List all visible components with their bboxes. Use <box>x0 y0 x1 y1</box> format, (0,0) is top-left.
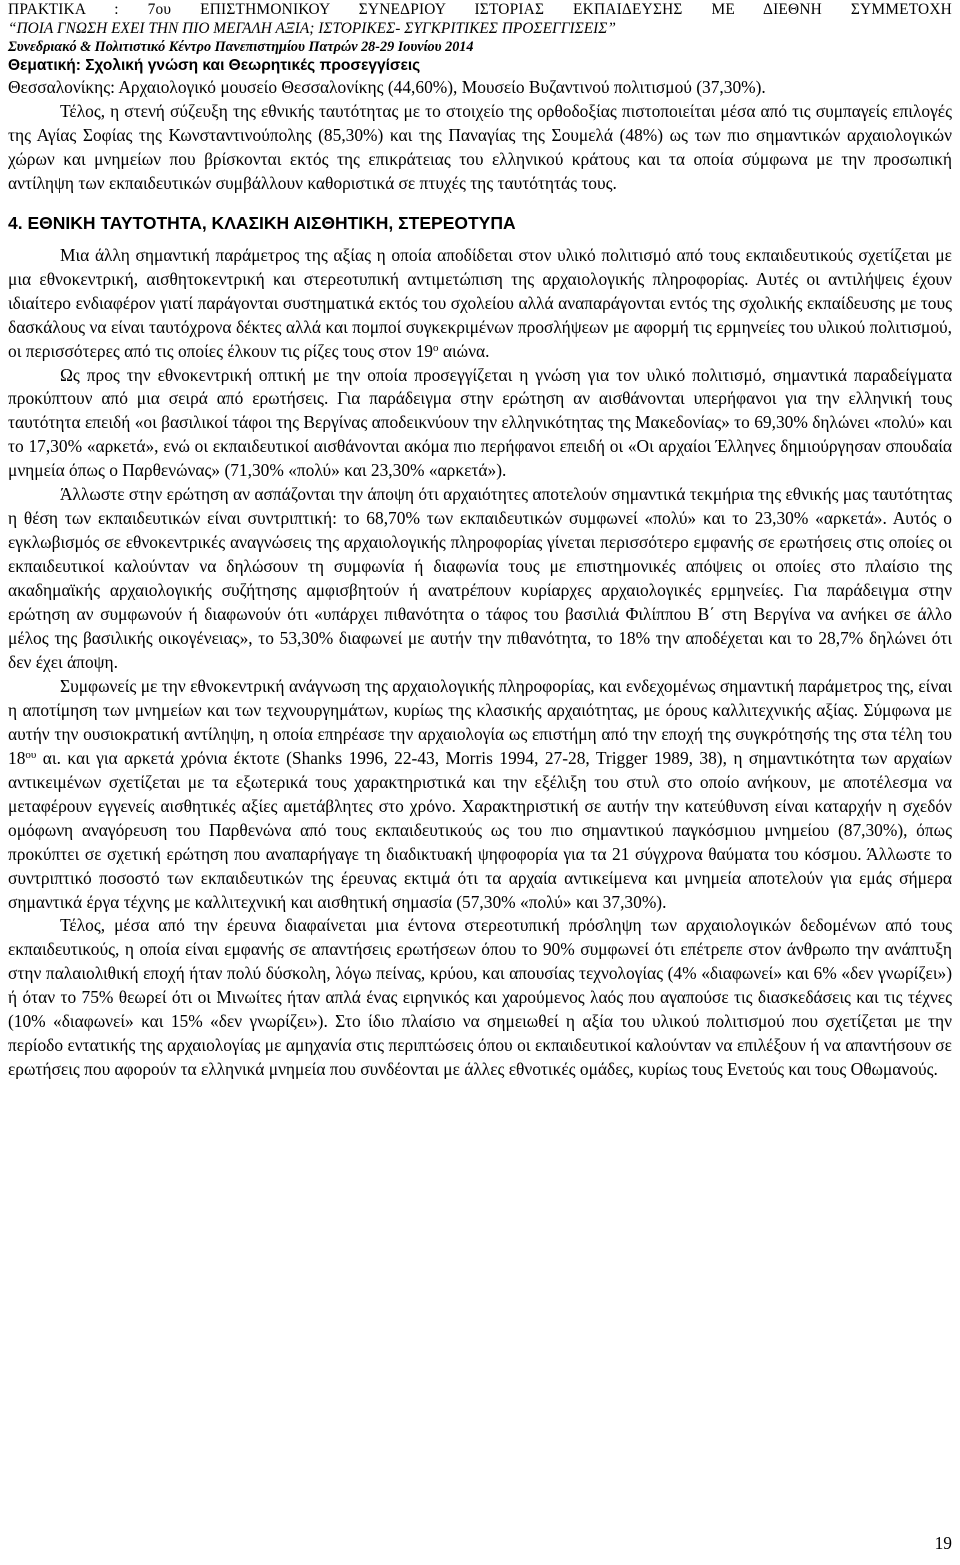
superscript: ου <box>25 748 37 761</box>
section-heading: 4. ΕΘΝΙΚΗ ΤΑΥΤΟΤΗΤΑ, ΚΛΑΣΙΚΗ ΑΙΣΘΗΤΙΚΗ, ΣΤΕΡΕΟΤΥΠΑ <box>8 212 516 233</box>
paragraph-continued: Θεσσαλονίκης: Αρχαιολογικό μουσείο Θεσσαλονίκης (44,60%), Μουσείο Βυζαντινού πολιτισμού (37,30%). <box>8 77 766 97</box>
paragraph: Τέλος, η στενή σύζευξη της εθνικής ταυτότητας με το στοιχείο της ορθοδοξίας πιστοποιείται μέσα από τις συμπαγείς επιλογές της Αγίας Σοφίας της Κωνσταντινούπολης (85,30%) και της Παναγίας της Σουμελά (48%) ως των πιο σημαντικών αρχαιολογικών χώρων και μνημείων που βρίσκονται εκτός της επικράτειας του ελληνικού κράτους και τα οποία σύμφωνα με την προσωπική αντίληψη των εκπαιδευτικών συμβάλλουν καθοριστικά σε πτυχές της ταυτότητάς τους. <box>8 100 952 193</box>
paragraph-text: αι. και για αρκετά χρόνια έκτοτε (Shanks 1996, 22-43, Morris 1994, 27-28, Trigger 1989, 38), η σημαντικότητα των αρχαίων αντικειμένων σχετίζεται με τα εξωτερικά τους χαρακτηριστικά και την εξέλιξη του στυλ στο οποίο ανήκουν, με αποτέλεσμα να μεταφέρουν εγγενείς αισθητικές αξίες αμετάβλητες στο χρόνο. Χαρακτηριστική σε αυτήν την κατεύθυνση είναι καταρχήν η σχεδόν ομόφωνη αναγόρευση του Παρθενώνα από τους εκπαιδευτικούς ως του πιο σημαντικού παγκόσμιου μνημείου (87,30%), όπως προκύπτει σε σχετική ερώτηση που αναπαρήγαγε τη διαδικτυακή ψηφοφορία για τα 21 σύγχρονα θαύματα του κόσμου. Άλλωστε το συντριπτικό ποσοστό των εκπαιδευτικών της έρευνας εκτιμά ότι τα αρχαία αντικείμενα και μνημεία αποτελούν για εμάς σήμερα σημαντικά έργα τέχνης με καλλιτεχνική και αισθητική σημασία (57,30% «πολύ» και 37,30%). <box>8 747 952 912</box>
header-proceedings-title: ΠΡΑΚΤΙΚΑ : 7ου ΕΠΙΣΤΗΜΟΝΙΚΟΥ ΣΥΝΕΔΡΙΟΥ ΙΣΤΟΡΙΑΣ ΕΚΠΑΙΔΕΥΣΗΣ ΜΕ ΔΙΕΘΝΗ ΣΥΜΜΕΤΟΧΗ <box>8 1 952 18</box>
paragraph: Άλλωστε στην ερώτηση αν ασπάζονται την άποψη ότι αρχαιότητες αποτελούν σημαντικά τεκμήρια της εθνικής μας ταυτότητας η θέση των εκπαιδευτικών είναι συντριπτική: το 68,70% των εκπαιδευτικών συμφωνεί «πολύ» και το 23,30% «αρκετά». Αυτός ο εγκλωβισμός σε εθνοκεντρικές αναγνώσεις της αρχαιολογικής πληροφορίας γίνεται περισσότερο εμφανής σε ερωτήσεις στις οποίες οι εκπαιδευτικοί καλούνταν να δηλώσουν τη συμφωνία ή διαφωνία τους με επιστημονικές απόψεις οι οποίες στο πλαίσιο της ακαδημαϊκής αρχαιολογικής συζήτησης αμφισβητούν ή ανατρέπουν κυρίαρχες αρχαιολογικές ερμηνείες. Για παράδειγμα στην ερώτηση αν συμφωνούν ή διαφωνούν ότι «υπάρχει πιθανότητα ο τάφος του βασιλιά Φιλίππου Β΄ στη Βεργίνα να ανήκει σε άλλο μέλος της βασιλικής οικογένειας», το 53,30% διαφωνεί με αυτήν την πιθανότητα, το 18% την αποδέχεται και το 28,7% δηλώνει ότι δεν έχει άποψη. <box>8 484 952 672</box>
paragraph: Ως προς την εθνοκεντρική οπτική με την οποία προσεγγίζεται η γνώση για τον υλικό πολιτισμό, σημαντικά παραδείγματα προκύπτουν από μια σειρά από ερωτήσεις. Για παράδειγμα στην ερώτηση αν αισθάνονται υπερήφανοι για την ελληνική τους ταυτότητα επειδή «οι βασιλικοί τάφοι της Βεργίνας αποδεικνύουν την ελληνικότητας της Μακεδονίας» το 69,30% δηλώνει «πολύ» και το 17,30% «αρκετά», ενώ οι εκπαιδευτικοί αισθάνονται ακόμα πιο περήφανοι επειδή οι «Οι αρχαίοι Έλληνες δημιούργησαν σπουδαία μνημεία όπως ο Παρθενώνας» (71,30% «πολύ» και 23,30% «αρκετά»). <box>8 364 952 481</box>
paragraph-text: αιώνα. <box>438 340 490 361</box>
body-text <box>8 76 952 1082</box>
paragraph: Τέλος, μέσα από την έρευνα διαφαίνεται μια έντονα στερεοτυπική πρόσληψη των αρχαιολογικών δεδομένων από τους εκπαιδευτικούς, η οποία είναι εμφανής σε απαντήσεις ερωτήσεων όπου το 90% συμφωνεί ότι επέτρεπε στον άνθρωπο την ανάπτυξη στην παλαιολιθική εποχή ήταν πολύ δύσκολη, λόγω πείνας, κρύου, και απουσίας τεχνολογίας (4% «διαφωνεί» και 6% «δεν γνωρίζει») ή όταν το 75% θεωρεί ότι οι Μινωίτες ήταν απλά ένας ειρηνικός και χαρούμενος λαός που αγαπούσε τις διασκεδάσεις και τις τέχνες (10% «διαφωνεί» και 15% «δεν γνωρίζει»). Στο ίδιο πλαίσιο να σημειωθεί η αξία του υλικού πολιτισμού που σχετίζεται με την περίοδο εντατικής της αρχαιολογίας με αμηχανία στις περιπτώσεις όπου οι εκπαιδευτικοί καλούνταν να επιλέξουν ή να απαντήσουν σε ερωτήσεις που αφορούν τα ελληνικά μνημεία που συνδέονται με άλλες εθνοτικές ομάδες, κυρίως τους Ενετούς και τους Οθωμανούς. <box>8 915 952 1080</box>
header-venue-date: Συνεδριακό & Πολιτιστικό Κέντρο Πανεπιστημίου Πατρών 28-29 Ιουνίου 2014 <box>8 39 474 55</box>
paragraph-text: Συμφωνείς με την εθνοκεντρική ανάγνωση της αρχαιολογικής πληροφορίας, και ενδεχομένως σημαντική παράμετρος της, είναι η αποτίμηση των μνημείων και των τεχνουργημάτων, κυρίως της κλασικής αρχαιότητας, με όρους καλλιτεχνικής αξίας. Σύμφωνα με αυτήν την ουσιοκρατική αντίληψη, η οποία επηρέασε την αρχαιολογία ως επιστήμη από την εποχή της συγκρότησής της στα τέλη του 18 <box>8 675 952 768</box>
header-conference-theme: “ΠΟΙΑ ΓΝΩΣΗ ΕΧΕΙ ΤΗΝ ΠΙΟ ΜΕΓΑΛΗ ΑΞΙΑ; ΙΣΤΟΡΙΚΕΣ- ΣΥΓΚΡΙΤΙΚΕΣ ΠΡΟΣΕΓΓΙΣΕΙΣ” <box>8 20 616 37</box>
paragraph <box>8 244 952 364</box>
document-page <box>8 0 952 1082</box>
superscript: ο <box>433 341 439 354</box>
paragraph-text: Μια άλλη σημαντική παράμετρος της αξίας η οποία αποδίδεται στον υλικό πολιτισμό από τους εκπαιδευτικούς σχετίζεται με μια εθνοκεντρική, αισθητοκεντρική και στερεοτυπική αντιμετώπιση της αρχαιολογικής πληροφορίας. Αυτές οι αντιλήψεις έχουν ιδιαίτερο ενδιαφέρον γιατί παράγονται συστηματικά εκτός του σχολείου αλλά αναπαράγονται εντός της σχολικής εκπαίδευσης με τους δασκάλους να είναι ταυτόχρονα δέκτες αλλά και πομποί συγκεκριμένων προσλήψεων με αφορμή τις ερμηνείες του υλικού πολιτισμού, οι περισσότερες από τις οποίες έλκουν τις ρίζες τους στον 19 <box>8 244 952 361</box>
running-header <box>8 0 952 76</box>
paragraph <box>8 675 952 915</box>
page-number: 19 <box>934 1533 952 1553</box>
header-thematic-section: Θεματική: Σχολική γνώση και Θεωρητικές προσεγγίσεις <box>8 57 421 74</box>
